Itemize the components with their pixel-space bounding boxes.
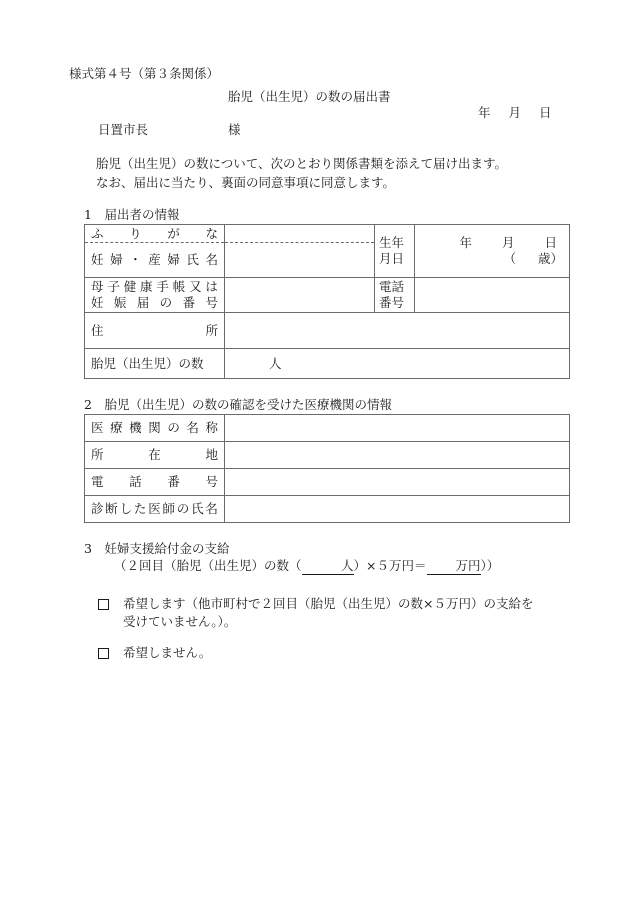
age-open: （ <box>503 251 516 266</box>
doctor-name-field[interactable] <box>225 496 570 523</box>
decline-option: 希望しません。 <box>123 645 212 660</box>
doctor-name-label: 診 断 し た 医 師 の 氏 名 <box>85 496 225 523</box>
benefit-formula: （２回目（胎児（出生児）の数（ 人）×５万円＝ 万円）） <box>114 558 500 573</box>
age-unit: 歳） <box>537 251 563 266</box>
institution-phone-label: 電 話 番 号 <box>85 469 225 496</box>
section1-heading: 1 届出者の情報 <box>84 207 180 222</box>
applicant-info-table <box>84 224 570 379</box>
birthdate-field[interactable] <box>415 225 570 278</box>
institution-address-label: 所 在 地 <box>85 442 225 469</box>
medical-institution-table <box>84 414 570 523</box>
submission-date[interactable] <box>478 105 552 121</box>
phone-label: 電話 番号 <box>375 278 415 313</box>
date-day: 日 <box>538 105 552 120</box>
fetus-count-label: 胎児（出生児）の数 <box>85 349 225 379</box>
furigana-label: ふ り が な <box>85 225 225 243</box>
institution-address-field[interactable] <box>225 442 570 469</box>
fetus-count-field[interactable] <box>225 349 570 379</box>
honorific: 様 <box>228 122 241 137</box>
handbook-number-label: 母 子 健 康 手 帳 又 は 妊 娠 届 の 番 号 <box>85 278 225 313</box>
address-field[interactable] <box>225 313 570 349</box>
want-option-line-2: 受けていません。）。 <box>123 614 237 629</box>
want-checkbox[interactable] <box>98 599 109 610</box>
birth-day: 日 <box>544 235 557 250</box>
furigana-field[interactable] <box>225 225 375 243</box>
birth-year: 年 <box>459 235 472 250</box>
people-count-blank[interactable]: 人 <box>302 558 354 575</box>
want-option-line-1: 希望します（他市町村で２回目（胎児（出生児）の数×５万円）の支給を <box>123 596 534 611</box>
date-year: 年 <box>478 105 491 120</box>
form-number: 様式第４号（第３条関係） <box>69 66 220 81</box>
document-title: 胎児（出生児）の数の届出書 <box>228 89 391 104</box>
name-field[interactable] <box>225 243 375 278</box>
section3-heading: 3 妊婦支援給付金の支給 <box>84 541 230 556</box>
address-label: 住 所 <box>85 313 225 349</box>
name-label: 妊 婦 ・ 産 婦 氏 名 <box>85 243 225 278</box>
intro-line-1: 胎児（出生児）の数について、次のとおり関係書類を添えて届け出ます。 <box>96 156 508 171</box>
section2-heading: 2 胎児（出生児）の数の確認を受けた医療機関の情報 <box>84 397 392 412</box>
date-month: 月 <box>508 105 521 120</box>
birthdate-label: 生年 月日 <box>375 225 415 278</box>
decline-checkbox[interactable] <box>98 648 109 659</box>
fetus-count-unit: 人 <box>269 355 282 371</box>
phone-field[interactable] <box>415 278 570 313</box>
intro-line-2: なお、届出に当たり、裏面の同意事項に同意します。 <box>96 175 396 190</box>
amount-blank[interactable]: 万円 <box>427 558 481 575</box>
handbook-number-field[interactable] <box>225 278 375 313</box>
institution-name-label: 医 療 機 関 の 名 称 <box>85 415 225 442</box>
addressee: 日置市長 <box>98 122 149 137</box>
institution-phone-field[interactable] <box>225 469 570 496</box>
birth-month: 月 <box>501 235 515 250</box>
institution-name-field[interactable] <box>225 415 570 442</box>
